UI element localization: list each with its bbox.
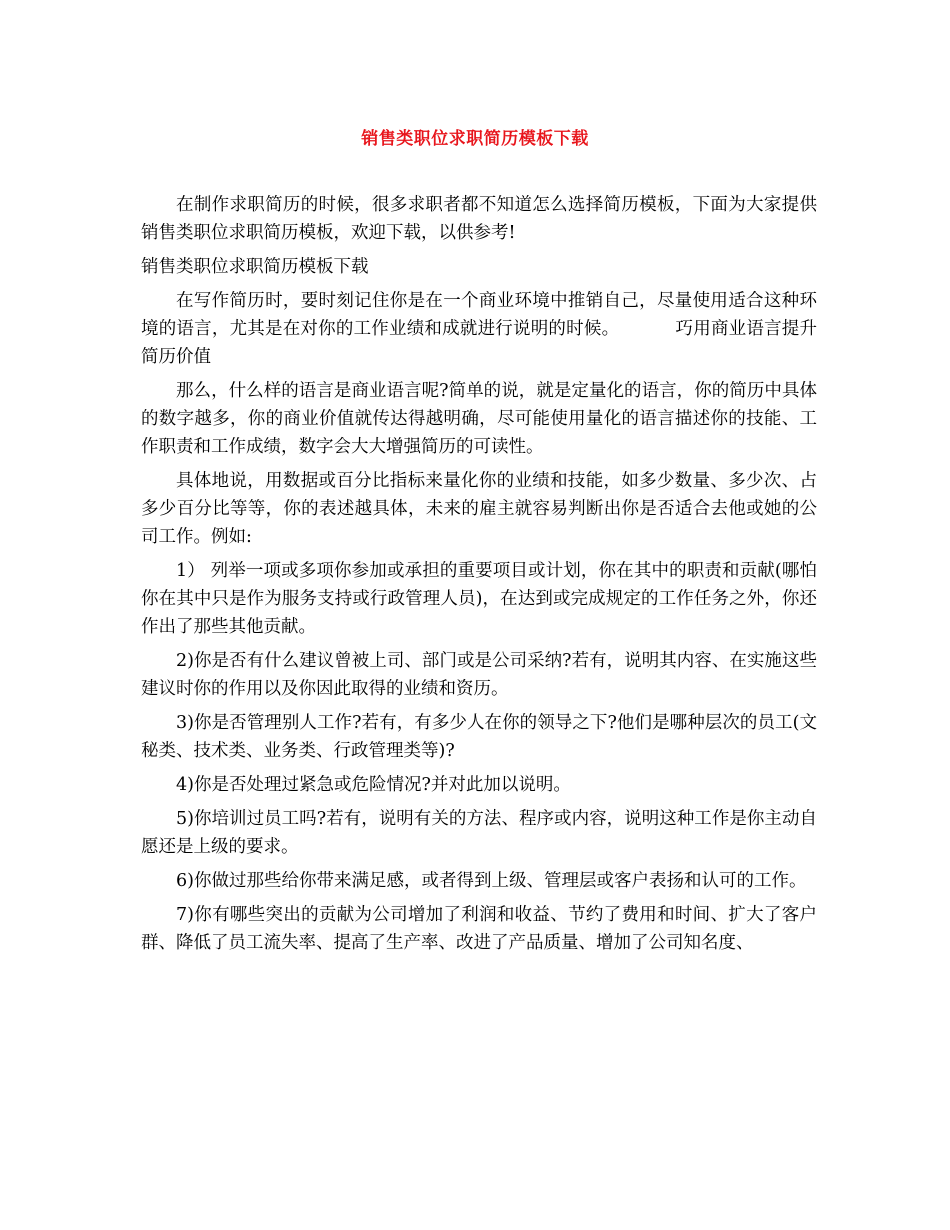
list-item: 5)你培训过员工吗?若有，说明有关的方法、程序或内容，说明这种工作是你主动自愿还是上级的要求。 xyxy=(141,809,817,857)
intro-paragraph: 在制作求职简历的时候，很多求职者都不知道怎么选择简历模板，下面为大家提供销售类职位求职简历模板，欢迎下载，以供参考! xyxy=(141,195,817,243)
list-item: 2)你是否有什么建议曾被上司、部门或是公司采纳?若有，说明其内容、在实施这些建议时你的作用以及你因此取得的业绩和资历。 xyxy=(141,651,817,699)
list-item: 7)你有哪些突出的贡献为公司增加了利润和收益、节约了费用和时间、扩大了客户群、降低了员工流失率、提高了生产率、改进了产品质量、增加了公司知名度、 xyxy=(141,905,817,953)
list-item: 1） 列举一项或多项你参加或承担的重要项目或计划，你在其中的职责和贡献(哪怕你在其中只是作为服务支持或行政管理人员)，在达到或完成规定的工作任务之外，你还作出了那些其他贡献。 xyxy=(141,561,817,637)
document-title: 销售类职位求职简历模板下载 xyxy=(361,129,589,149)
paragraph-writing-tips xyxy=(141,287,817,371)
inline-subheading: 巧用商业语言提升简历价值 xyxy=(141,319,818,367)
paragraph-writing-tips-text: 在写作简历时，要时刻记住你是在一个商业环境中推销自己，尽量使用适合这种环境的语言，尤其是在对你的工作业绩和成就进行说明的时候。 xyxy=(141,291,817,339)
section-heading: 销售类职位求职简历模板下载 xyxy=(141,257,369,277)
list-item: 4)你是否处理过紧急或危险情况?并对此加以说明。 xyxy=(176,775,571,795)
document-body xyxy=(141,191,817,963)
paragraph-business-language: 那么，什么样的语言是商业语言呢?简单的说，就是定量化的语言，你的简历中具体的数字越多，你的商业价值就传达得越明确，尽可能使用量化的语言描述你的技能、工作职责和工作成绩，数字会大大增强简历的可读性。 xyxy=(141,381,817,457)
list-item: 3)你是否管理别人工作?若有，有多少人在你的领导之下?他们是哪种层次的员工(文秘类、技术类、业务类、行政管理类等)? xyxy=(141,713,817,761)
paragraph-quantify: 具体地说，用数据或百分比指标来量化你的业绩和技能，如多少数量、多少次、占多少百分比等等，你的表述越具体，未来的雇主就容易判断出你是否适合去他或她的公司工作。例如: xyxy=(141,471,817,547)
list-item: 6)你做过那些给你带来满足感，或者得到上级、管理层或客户表扬和认可的工作。 xyxy=(176,871,807,891)
